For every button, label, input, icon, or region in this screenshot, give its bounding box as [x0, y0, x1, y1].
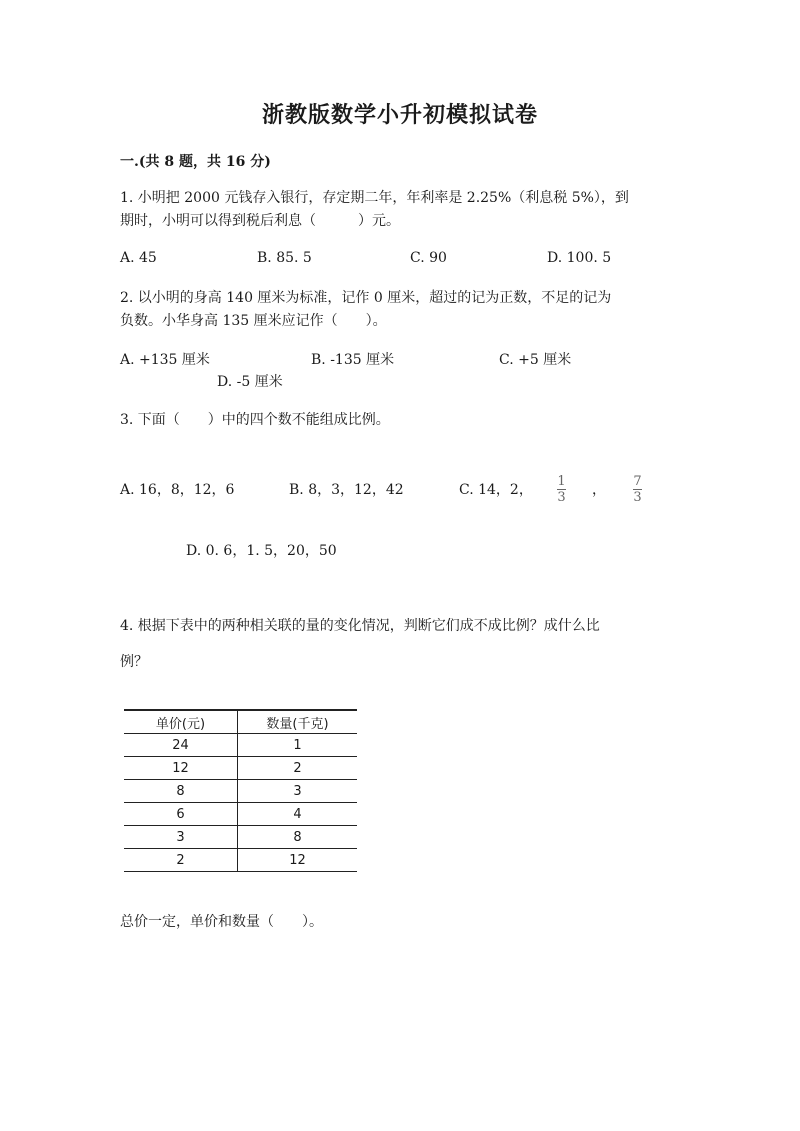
cell-quantity: 1: [238, 734, 358, 757]
cell-quantity: 4: [238, 803, 358, 826]
cell-unit-price: 6: [124, 803, 238, 826]
fraction-denominator: 3: [557, 490, 566, 505]
q3-fraction-seven-thirds: [633, 475, 642, 504]
q4-footer: 总价一定，单价和数量（ ）。: [120, 914, 323, 930]
fraction-numerator: 1: [557, 474, 566, 489]
page-title: 浙教版数学小升初模拟试卷: [261, 102, 538, 128]
table-row: [124, 757, 357, 780]
table-row: [124, 780, 357, 803]
table-row: [124, 734, 357, 757]
q4-line1: 4. 根据下表中的两种相关联的量的变化情况，判断它们成不成比例？成什么比: [120, 618, 600, 634]
cell-quantity: 2: [238, 757, 358, 780]
q2-option-b: B. -135 厘米: [311, 352, 395, 368]
q3-text: 3. 下面（ ）中的四个数不能组成比例。: [120, 412, 390, 428]
price-quantity-table: [124, 709, 357, 872]
q3-option-c: C. 14，2，: [459, 482, 533, 498]
q1-option-c: C. 90: [410, 250, 447, 266]
q3-option-a: A. 16，8，12，6: [120, 482, 235, 498]
q1-line2: 期时，小明可以得到税后利息（ ）元。: [120, 213, 400, 229]
q4-line2: 例？: [120, 654, 148, 670]
q3-fraction-one-third: [557, 475, 566, 504]
cell-quantity: 12: [238, 849, 358, 872]
fraction-numerator: 7: [633, 474, 642, 489]
cell-quantity: 3: [238, 780, 358, 803]
table-row: [124, 826, 357, 849]
table-row: [124, 849, 357, 872]
q2-line1: 2. 以小明的身高 140 厘米为标准，记作 0 厘米，超过的记为正数，不足的记为: [120, 290, 612, 306]
header-unit-price: 单价(元): [124, 710, 238, 734]
table-header-row: [124, 710, 357, 734]
q1-option-a: A. 45: [120, 250, 157, 266]
q3-comma: ，: [592, 482, 606, 498]
table-row: [124, 803, 357, 826]
q2-option-c: C. +5 厘米: [499, 352, 572, 368]
q3-option-b: B. 8，3，12，42: [289, 482, 404, 498]
cell-unit-price: 24: [124, 734, 238, 757]
q1-option-d: D. 100. 5: [547, 250, 612, 266]
header-quantity: 数量(千克): [238, 710, 358, 734]
fraction-denominator: 3: [633, 490, 642, 505]
q2-line2: 负数。小华身高 135 厘米应记作（ ）。: [120, 313, 387, 329]
cell-unit-price: 2: [124, 849, 238, 872]
q2-option-d: D. -5 厘米: [217, 374, 283, 390]
q1-line1: 1. 小明把 2000 元钱存入银行，存定期二年，年利率是 2.25%（利息税 5%），到: [120, 190, 629, 206]
q1-option-b: B. 85. 5: [257, 250, 312, 266]
cell-unit-price: 8: [124, 780, 238, 803]
section-heading: 一.(共 8 题，共 16 分): [120, 154, 271, 170]
q2-option-a: A. +135 厘米: [120, 352, 210, 368]
cell-unit-price: 3: [124, 826, 238, 849]
q3-option-d: D. 0. 6，1. 5，20，50: [186, 543, 337, 559]
cell-quantity: 8: [238, 826, 358, 849]
cell-unit-price: 12: [124, 757, 238, 780]
